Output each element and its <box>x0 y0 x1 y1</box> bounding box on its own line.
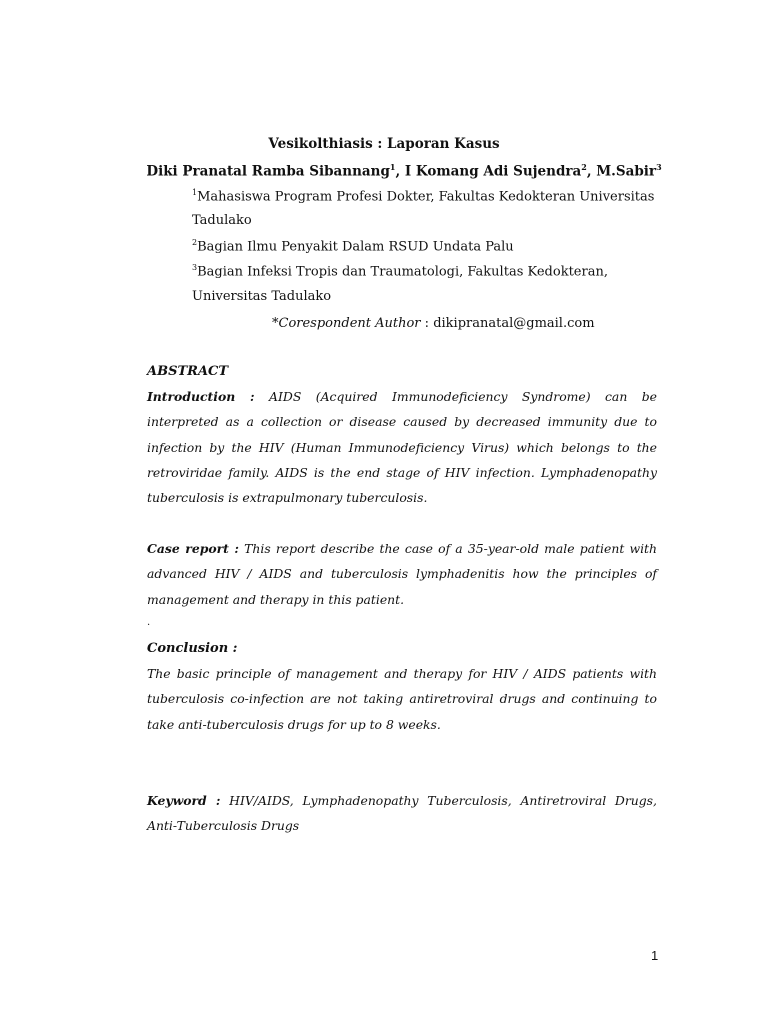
page-number: 1 <box>651 948 659 963</box>
keyword-text: HIV/AIDS, Lymphadenopathy Tuberculosis, Antiretroviral Drugs, Anti-Tuberculosis Drugs <box>147 793 657 834</box>
author-1-affiliation-mark: 1 <box>389 162 396 172</box>
corresponding-label: Corespondent Author <box>278 316 421 331</box>
stray-dot: . <box>147 617 151 628</box>
case-report-label: Case report : <box>147 541 239 556</box>
author-2: , I Komang Adi Sujendra <box>395 163 582 180</box>
affiliation-2-text: Bagian Ilmu Penyakit Dalam RSUD Undata Palu <box>197 239 514 255</box>
case-report-text: This report describe the case of a 35-year-old male patient with advanced HIV / AIDS and tuberculosis lymphadenitis how the principles of management and therapy in this patient. <box>147 541 657 607</box>
keyword-label: Keyword : <box>147 793 221 808</box>
author-3-affiliation-mark: 3 <box>656 162 662 172</box>
affiliation-2-mark: 2 <box>192 238 198 247</box>
affiliation-1-text: Mahasiswa Program Profesi Dokter, Fakultas Kedokteran Universitas <box>197 189 655 205</box>
abstract-heading: ABSTRACT <box>147 364 229 379</box>
keyword-paragraph <box>147 788 657 839</box>
affiliation-3-line-2: Universitas Tadulako <box>192 289 332 304</box>
affiliation-2 <box>192 238 514 254</box>
corresponding-star: * <box>272 316 279 331</box>
case-report-paragraph <box>147 536 657 612</box>
author-2-affiliation-mark: 2 <box>581 162 587 172</box>
author-1: Diki Pranatal Ramba Sibannang <box>146 163 390 180</box>
paper-title: Vesikolthiasis : Laporan Kasus <box>268 136 500 152</box>
affiliation-1-line-1 <box>192 188 654 204</box>
introduction-text: AIDS (Acquired Immunodeficiency Syndrome) can be interpreted as a collection or disease caused by decreased immunity due to infection by the HIV (Human Immunodeficiency Virus) which belongs to the retroviridae family. AIDS is the end stage of HIV infection. Lymphadenopathy tuberculosis is extrapulmonary tuberculosis. <box>147 389 657 506</box>
affiliation-1-mark: 1 <box>192 188 198 197</box>
corresponding-separator: : <box>420 316 434 331</box>
introduction-label: Introduction : <box>147 389 255 404</box>
affiliation-1-line-2: Tadulako <box>192 213 252 228</box>
corresponding-email: dikipranatal@gmail.com <box>433 316 595 331</box>
introduction-paragraph <box>147 384 657 510</box>
conclusion-label: Conclusion : <box>147 641 238 656</box>
affiliation-3-mark: 3 <box>192 263 198 272</box>
author-list <box>0 162 768 180</box>
affiliation-3-text: Bagian Infeksi Tropis dan Traumatologi, Fakultas Kedokteran, <box>197 264 608 280</box>
author-3: , M.Sabir <box>586 163 657 180</box>
corresponding-author <box>272 316 595 331</box>
conclusion-paragraph: The basic principle of management and therapy for HIV / AIDS patients with tuberculosis co-infection are not taking antiretroviral drugs and continuing to take anti-tuberculosis drugs for up to 8 weeks. <box>147 666 657 732</box>
affiliation-3-line-1 <box>192 263 608 279</box>
